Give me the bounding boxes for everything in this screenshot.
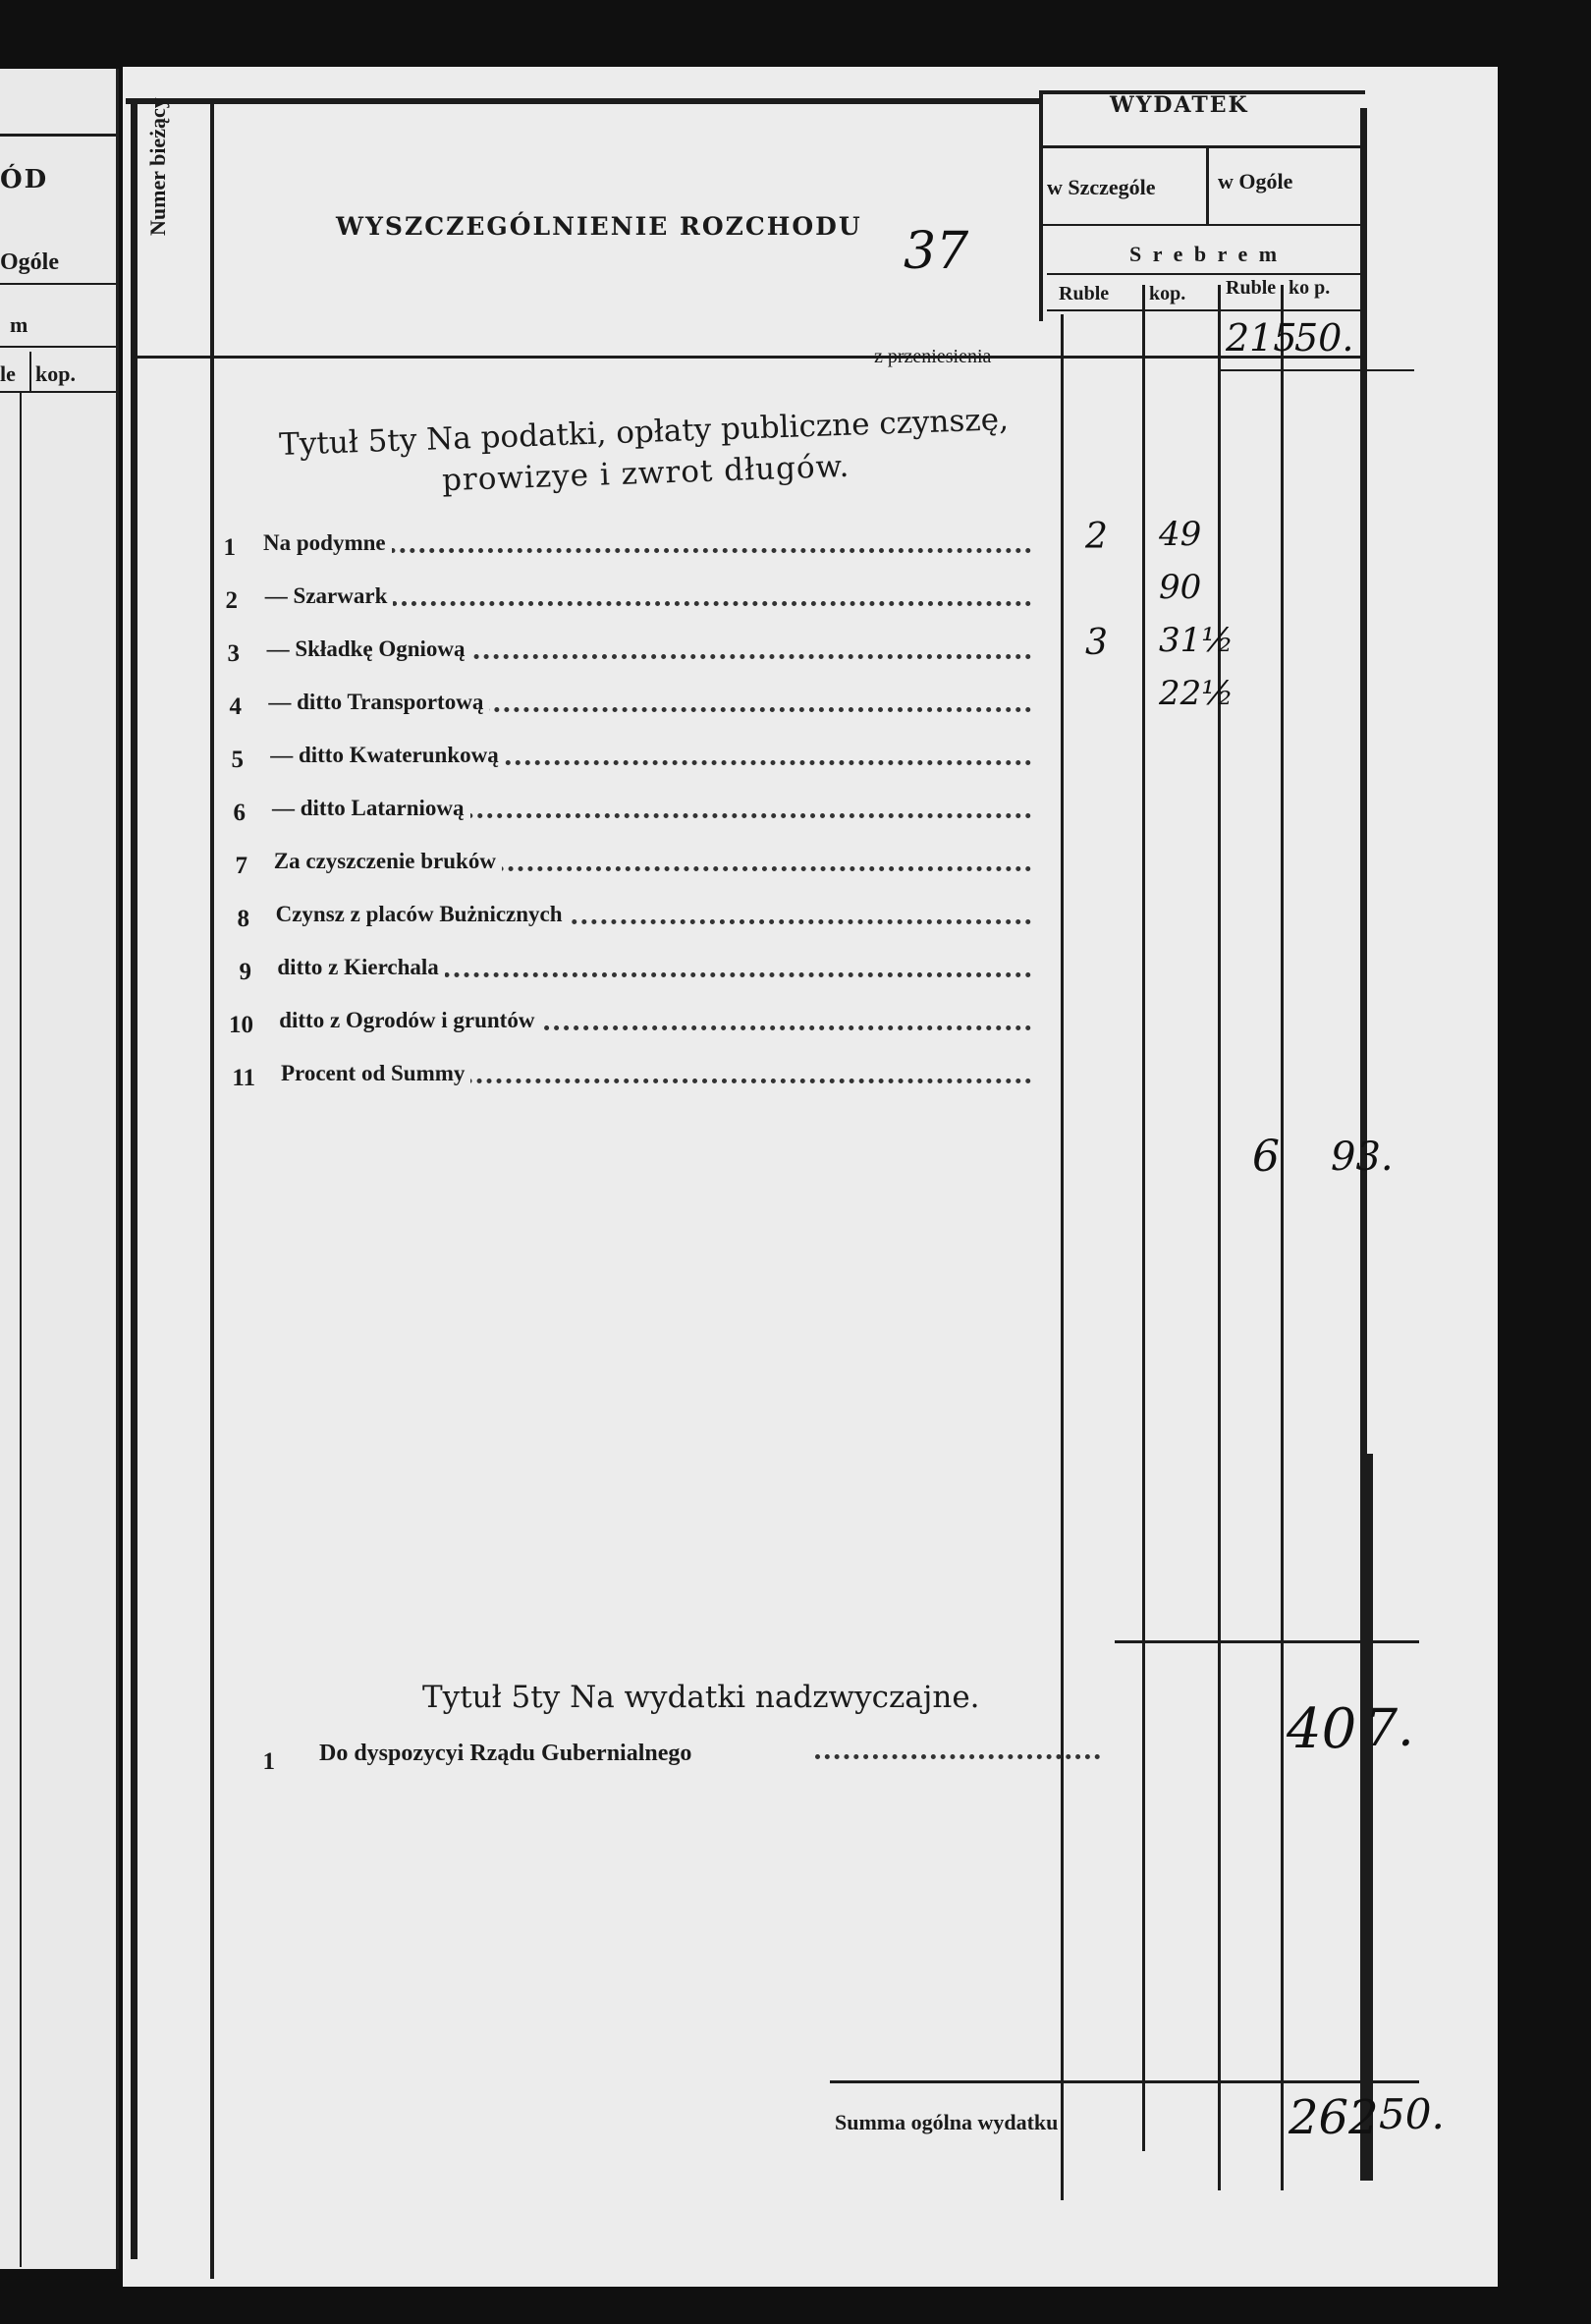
- ledger-page: [123, 67, 1498, 2287]
- row-kop: 90: [1159, 568, 1202, 607]
- row-ruble: 2: [1085, 517, 1108, 557]
- kop-header-1: kop.: [1149, 283, 1186, 304]
- section2-row-ruble: 40: [1287, 1697, 1357, 1761]
- section2-row-number: 1: [262, 1748, 275, 1775]
- footer-ruble: 262: [1289, 2090, 1379, 2145]
- row-number: 7: [235, 853, 247, 879]
- row-label: — ditto Transportową: [268, 690, 489, 715]
- row-label: Na podymne: [263, 530, 392, 556]
- numer-biezacy-label: Numer bieżący: [145, 97, 170, 236]
- row-kop: 22½: [1159, 674, 1234, 713]
- ruble-header-2: Ruble: [1226, 277, 1277, 299]
- left-header-fragment: ÓD: [0, 165, 49, 194]
- row-number: 6: [233, 800, 246, 826]
- carry-over-label: z przeniesienia: [874, 346, 992, 367]
- row-label: Za czyszczenie bruków: [274, 849, 502, 874]
- section2-title: Tytuł 5ty Na wydatki nadzwyczajne.: [422, 1680, 980, 1715]
- row-label: Procent od Summy: [281, 1061, 470, 1086]
- wydatek-header: WYDATEK: [1110, 92, 1249, 118]
- w-ogole-header: w Ogóle: [1218, 169, 1293, 194]
- row-label: ditto z Kierchala: [277, 955, 444, 980]
- row-number: 8: [237, 906, 249, 932]
- row-kop: 49: [1159, 515, 1202, 554]
- w-szczegole-header: w Szczególe: [1047, 175, 1156, 199]
- row-number: 4: [229, 693, 242, 720]
- row-kop: 31½: [1159, 621, 1234, 660]
- row-number: 5: [231, 747, 244, 773]
- row-number: 9: [239, 959, 251, 985]
- section2-row-kop: 7.: [1365, 1699, 1414, 1758]
- footer-label: Summa ogólna wydatku: [835, 2110, 1059, 2134]
- row-ruble: 3: [1085, 623, 1108, 663]
- srebrem-header: S r e b r e m: [1129, 242, 1281, 266]
- left-sub-fragment: Ogóle: [0, 249, 59, 275]
- section1-total-kop: 93.: [1331, 1134, 1394, 1180]
- row-label: — Szarwark: [265, 583, 394, 609]
- row-label: Czynsz z placów Bużnicznych: [276, 902, 569, 927]
- ruble-header-1: Ruble: [1059, 283, 1110, 304]
- row-number: 2: [225, 587, 238, 614]
- left-srebrem-fragment: m: [10, 312, 28, 337]
- left-col-b: kop.: [35, 361, 76, 386]
- section1-total-ruble: 6: [1252, 1132, 1280, 1182]
- handwritten-page-number: 37: [904, 222, 969, 281]
- row-label: — ditto Kwaterunkową: [270, 743, 505, 768]
- left-col-a: le: [0, 361, 16, 386]
- row-number: 1: [223, 534, 236, 561]
- carry-over-ruble: 215: [1226, 316, 1297, 360]
- section1-title-line1: Tytuł 5ty Na podatki, opłaty publiczne czynszę,: [278, 402, 1010, 463]
- row-label: — Składkę Ogniową: [267, 636, 471, 662]
- section1-title-line2: prowizye i zwrot długów.: [441, 448, 850, 499]
- row-number: 10: [229, 1012, 253, 1038]
- row-label: ditto z Ogrodów i gruntów: [279, 1008, 540, 1033]
- section2-row-label: Do dyspozycyi Rządu Gubernialnego: [319, 1741, 692, 1766]
- row-number: 3: [227, 640, 240, 667]
- row-label: — ditto Latarniową: [272, 796, 470, 821]
- carry-over-kop: 50.: [1294, 316, 1354, 360]
- row-number: 11: [232, 1065, 255, 1091]
- page-title: WYSZCZEGÓLNIENIE ROZCHODU: [336, 212, 862, 241]
- footer-kop: 50.: [1379, 2090, 1445, 2138]
- kop-header-2: ko p.: [1289, 277, 1331, 299]
- left-page-fragment: [0, 69, 119, 2269]
